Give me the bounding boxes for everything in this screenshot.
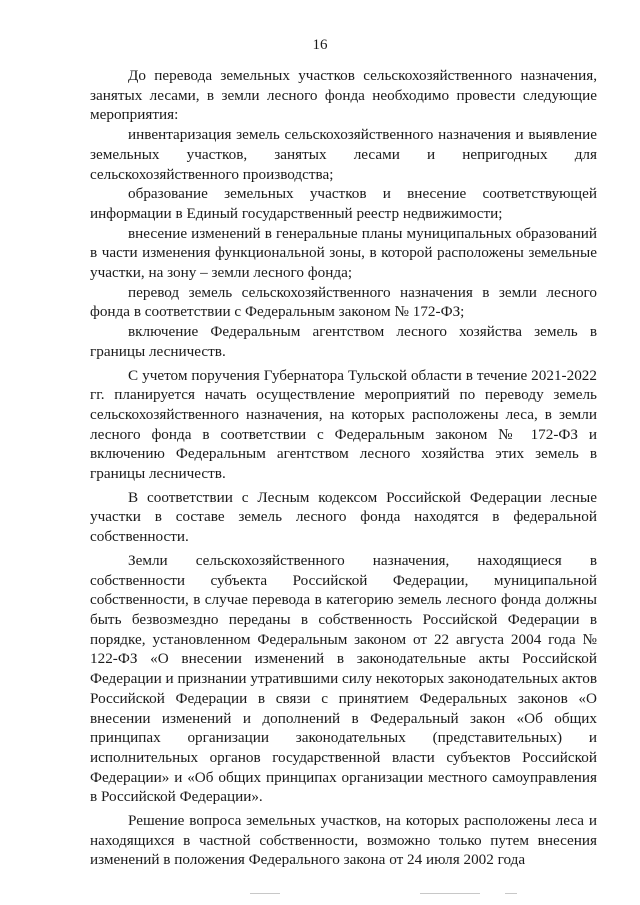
list-item-general-plans: внесение изменений в генеральные планы муниципальных образований в части изменения функциональной зоны, в которой расположены земельные участки, на зону – земли лесного фонда; [90,224,597,282]
scan-artifacts [0,893,640,899]
list-item-registry: образование земельных участков и внесение соответствующей информации в Единый государственный реестр недвижимости; [90,185,597,222]
list-item-forestry-inclusion: включение Федеральным агентством лесного хозяйства земель в границы лесничеств. [90,323,597,360]
document-body [90,66,597,870]
list-item-transfer: перевод земель сельскохозяйственного назначения в земли лесного фонда в соответствии с Федеральным законом № 172-ФЗ; [90,283,597,321]
list-item-inventory: инвентаризация земель сельскохозяйственного назначения и выявление земельных участков, занятых лесами и непригодных для сельскохозяйственного производства; [90,126,597,183]
paragraph-intro: До перевода земельных участков сельскохозяйственного назначения, занятых лесами, в земли лесного фонда необходимо провести следующие мероприятия: [90,67,597,124]
paragraph-agricultural-lands: Земли сельскохозяйственного назначения, находящиеся в собственности субъекта Российской Федерации, муниципальной собственности, в случае перевода в категорию земель лесного фонда должны быть безвозмездно переданы в собственность Российской Федерации в порядке, установленном Федеральным законом от 22 августа 2004 года № 122-ФЗ «О внесении изменений в законодательные акты Российской Федерации и признании утратившими силу некоторых законодательных актов Российской Федерации в связи с принятием Федеральных законов «О внесении изменений и дополнений в Федеральный закон «Об общих принципах организации законодательных (представительных) и исполнительных органов государственной власти субъектов Российской Федерации» и «Об общих принципах организации местного самоуправления в Российской Федерации». [90,551,597,806]
page-number: 16 [312,37,328,53]
paragraph-governor-order: С учетом поручения Губернатора Тульской области в течение 2021-2022 гг. планируется начать осуществление мероприятий по переводу земель сельскохозяйственного назначения, на которых расположены леса, в земли лесного фонда в соответствии с Федеральным законом № 172-ФЗ и включению Федеральным агентством лесного хозяйства этих земель в границы лесничеств. [90,366,597,483]
paragraph-private-property: Решение вопроса земельных участков, на которых расположены леса и находящихся в частной собственности, возможно только путем внесения изменений в положения Федерального закона от 24 июля 2002 года [90,812,597,869]
paragraph-forest-code: В соответствии с Лесным кодексом Российской Федерации лесные участки в составе земель лесного фонда находятся в федеральной собственности. [90,488,597,546]
